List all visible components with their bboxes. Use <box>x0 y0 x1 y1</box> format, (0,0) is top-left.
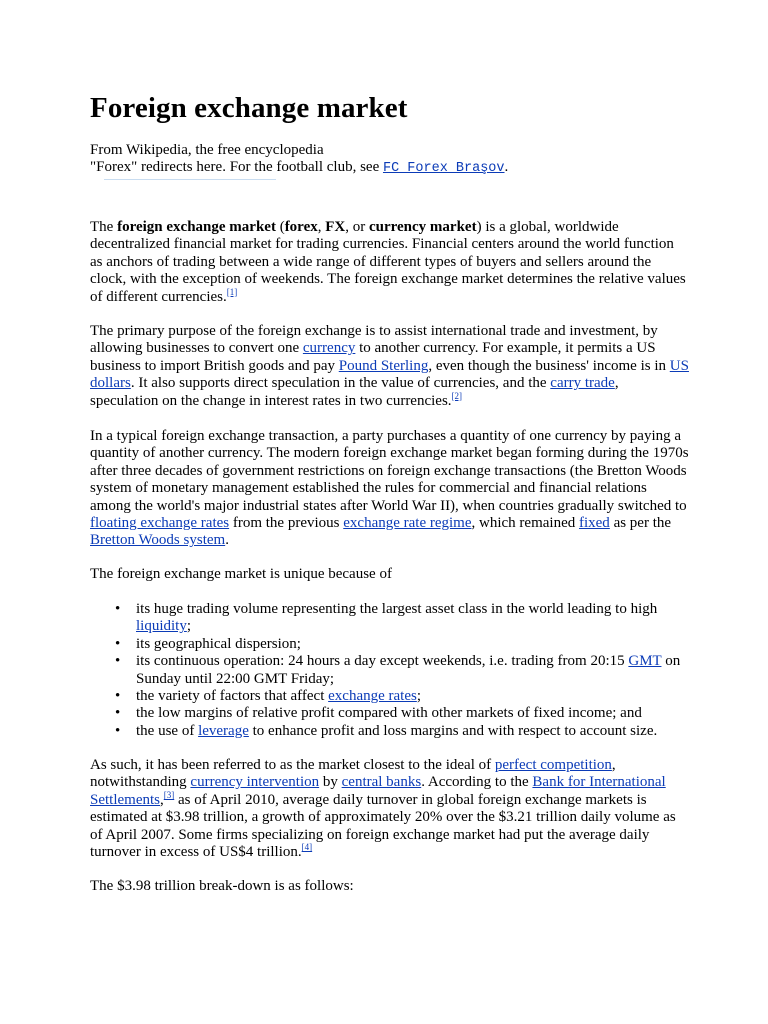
text: its continuous operation: 24 hours a day except weekends, i.e. trading from 20:15 <box>136 653 629 670</box>
unique-features-list <box>90 601 690 740</box>
text: ; <box>186 618 192 635</box>
text: to enhance profit and loss margins and with respect to account size. <box>248 722 658 739</box>
list-item <box>136 705 690 722</box>
text: , notwithstanding <box>90 757 616 791</box>
text: from the previous <box>229 515 344 532</box>
text: . It also supports direct speculation in the value of currencies, and the <box>130 375 551 392</box>
text: the use of <box>136 722 199 739</box>
list-item <box>136 601 690 636</box>
list-item <box>136 636 690 653</box>
text: , <box>160 791 164 808</box>
text: as per the <box>609 515 672 532</box>
floating-exchange-rates-link[interactable]: floating exchange rates <box>90 515 230 532</box>
redirect-hatnote <box>90 159 508 177</box>
perfect-competition-link[interactable]: perfect competition <box>494 757 612 773</box>
turnover-paragraph <box>90 757 690 861</box>
text: as of April 2010, average daily turnover in global foreign exchange markets is estimated at $3.98 trillion, a growth of approximately 20% over the $3.21 trillion daily volume as of April 2007. Some firms specializing on foreign exchange market had put the average daily turnover in excess of US$4 trillion. <box>90 791 676 861</box>
pound-sterling-link[interactable]: Pound Sterling <box>338 357 429 374</box>
text: As such, it has been referred to as the market closest to the ideal of <box>90 757 495 773</box>
history-paragraph <box>90 428 690 550</box>
exchange-rates-link[interactable]: exchange rates <box>328 688 417 705</box>
redirect-text: "Forex" redirects here. For the football club, see <box>90 159 383 175</box>
intro-paragraph <box>90 219 690 306</box>
page-title: Foreign exchange market <box>90 92 408 124</box>
text: . <box>225 532 229 549</box>
list-item <box>136 723 690 740</box>
text: on Sunday until 22:00 GMT Friday; <box>136 653 681 687</box>
carry-trade-link[interactable]: carry trade <box>550 375 615 392</box>
citation-1-link[interactable]: [1] <box>226 286 238 297</box>
text: , <box>317 219 326 235</box>
gmt-link[interactable]: GMT <box>628 653 662 670</box>
citation-3-link[interactable]: [3] <box>163 789 175 800</box>
text: , even though the business' income is in <box>428 357 670 374</box>
fixed-link[interactable]: fixed <box>578 515 610 532</box>
fc-forex-brasov-link[interactable]: FC Forex Braşov <box>382 161 505 176</box>
redirect-end: . <box>504 159 509 175</box>
bold-term-forex: forex <box>284 219 318 235</box>
text: , speculation on the change in interest rates in two currencies. <box>90 375 619 409</box>
bold-term-currency-market: currency market <box>368 219 477 235</box>
text: by <box>319 774 342 791</box>
leverage-link[interactable]: leverage <box>198 722 249 739</box>
text: to another currency. For example, it permits a US business to import British goods and pay <box>90 340 656 374</box>
breakdown-intro: The $3.98 trillion break-down is as follows: <box>90 878 354 894</box>
bold-term-foreign-exchange-market: foreign exchange market <box>117 219 276 235</box>
bank-for-international-settlements-link[interactable]: Bank for International Settlements <box>90 774 666 808</box>
citation-2-link[interactable]: [2] <box>451 390 463 401</box>
text: The primary purpose of the foreign exchange is to assist international trade and investment, by allowing businesses to convert one <box>90 323 658 357</box>
hatnote-underline <box>104 179 276 180</box>
bold-term-fx: FX <box>325 219 346 235</box>
exchange-rate-regime-link[interactable]: exchange rate regime <box>343 515 472 532</box>
purpose-paragraph <box>90 323 690 410</box>
text: , which remained <box>471 515 579 532</box>
text: . According to the <box>421 774 533 791</box>
text: ( <box>275 219 285 235</box>
currency-link[interactable]: currency <box>302 340 356 357</box>
us-dollars-link[interactable]: US dollars <box>90 357 689 392</box>
currency-intervention-link[interactable]: currency intervention <box>190 774 320 791</box>
text: The <box>90 219 118 235</box>
list-item <box>136 688 690 705</box>
text: the low margins of relative profit compared with other markets of fixed income; and <box>136 705 642 722</box>
citation-4-link[interactable]: [4] <box>301 842 313 853</box>
central-banks-link[interactable]: central banks <box>341 774 422 791</box>
source-line: From Wikipedia, the free encyclopedia <box>90 142 324 158</box>
list-item <box>136 653 690 688</box>
text: , or <box>345 219 369 235</box>
text: the variety of factors that affect <box>136 688 329 705</box>
bretton-woods-system-link[interactable]: Bretton Woods system <box>90 532 226 549</box>
text: ) is a global, worldwide decentralized financial market for trading currencies. Financial centers around the world function as anchors of trading between a wide range of different types of buyers and sellers around the clock, with the exception of weekends. The foreign exchange market determines the relative values of different currencies. <box>90 219 686 305</box>
text: ; <box>416 688 422 705</box>
text: its huge trading volume representing the largest asset class in the world leading to high <box>136 601 658 617</box>
liquidity-link[interactable]: liquidity <box>136 618 187 635</box>
text: its geographical dispersion; <box>136 635 301 652</box>
text: In a typical foreign exchange transaction, a party purchases a quantity of one currency by paying a quantity of another currency. The modern foreign exchange market began forming during the 1970s after three decades of government restrictions on foreign exchange transactions (the Bretton Woods system of monetary management established the rules for commercial and financial relations among the world's major industrial states after World War II), when countries gradually switched to <box>90 428 689 514</box>
unique-intro: The foreign exchange market is unique because of <box>90 566 392 582</box>
